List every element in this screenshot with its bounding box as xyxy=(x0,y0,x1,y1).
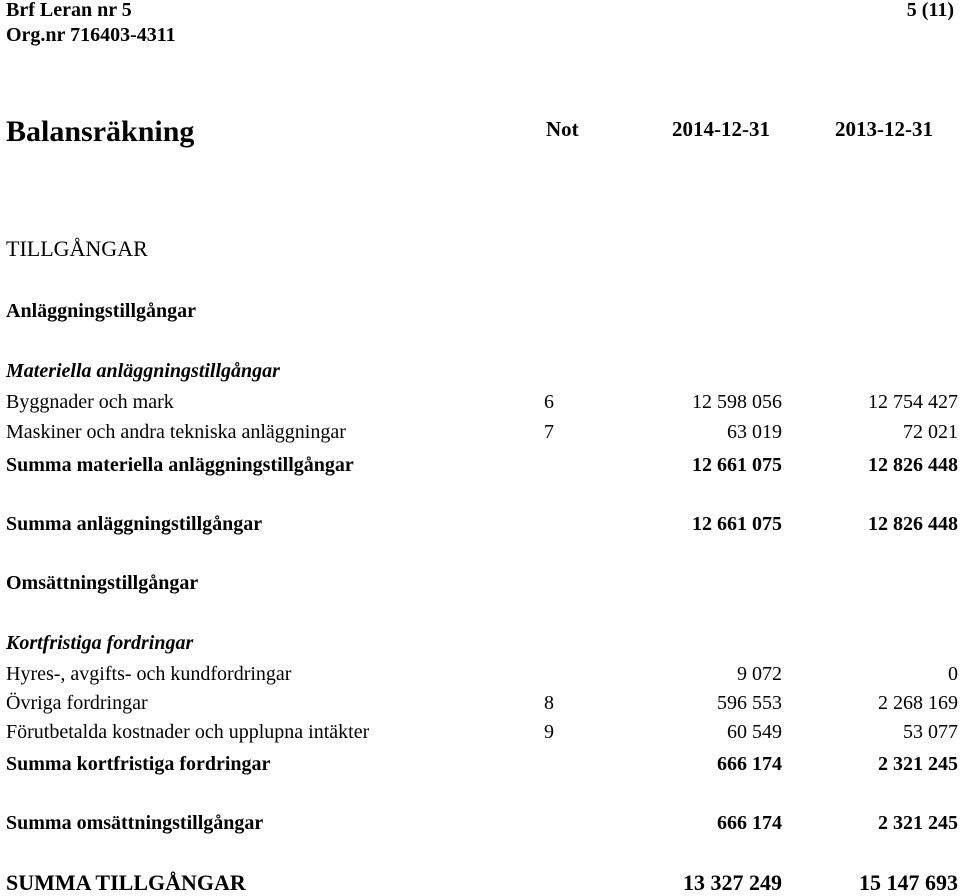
row-value-2013: 15 147 693 xyxy=(859,870,958,895)
row-prepaid xyxy=(0,719,960,745)
row-label: Summa kortfristiga fordringar xyxy=(6,753,271,775)
org-number: Org.nr 716403-4311 xyxy=(6,24,176,46)
row-value-2014: 666 174 xyxy=(717,812,782,834)
row-value-2014: 12 598 056 xyxy=(692,391,782,413)
row-note: 9 xyxy=(544,721,554,743)
row-machinery xyxy=(0,419,960,445)
row-value-2013: 72 021 xyxy=(903,421,958,443)
row-value-2013: 12 754 427 xyxy=(868,391,958,413)
row-note: 7 xyxy=(544,421,554,443)
fixed-assets-heading: Anläggningstillgångar xyxy=(6,300,197,322)
page-title: Balansräkning xyxy=(6,115,195,148)
row-sum-fixed xyxy=(0,511,960,537)
column-header-2014: 2014-12-31 xyxy=(672,117,770,141)
current-assets-heading: Omsättningstillgångar xyxy=(6,572,199,594)
page-header-left xyxy=(6,0,176,48)
row-value-2014: 12 661 075 xyxy=(692,454,782,476)
row-value-2014: 596 553 xyxy=(717,692,782,714)
row-total-assets xyxy=(0,870,960,896)
row-value-2014: 60 549 xyxy=(727,721,782,743)
row-buildings xyxy=(0,389,960,415)
row-note: 8 xyxy=(544,692,554,714)
row-value-2013: 2 321 245 xyxy=(878,812,958,834)
org-name: Brf Leran nr 5 xyxy=(6,0,132,21)
row-value-2014: 63 019 xyxy=(727,421,782,443)
row-value-2014: 12 661 075 xyxy=(692,513,782,535)
row-value-2014: 666 174 xyxy=(717,753,782,775)
row-label: Byggnader och mark xyxy=(6,391,174,413)
row-label: Summa omsättningstillgångar xyxy=(6,812,264,834)
receivables-heading: Kortfristiga fordringar xyxy=(6,632,194,654)
row-value-2013: 12 826 448 xyxy=(868,454,958,476)
row-value-2013: 2 268 169 xyxy=(878,692,958,714)
row-label: Förutbetalda kostnader och upplupna intäkter xyxy=(6,721,370,743)
row-value-2014: 13 327 249 xyxy=(683,870,782,895)
row-label: Övriga fordringar xyxy=(6,692,148,714)
row-label: Summa anläggningstillgångar xyxy=(6,513,263,535)
row-label: Maskiner och andra tekniska anläggningar xyxy=(6,421,346,443)
assets-heading: TILLGÅNGAR xyxy=(6,236,148,261)
column-header-note: Not xyxy=(546,117,579,141)
column-header-2013: 2013-12-31 xyxy=(835,117,933,141)
row-label: Hyres-, avgifts- och kundfordringar xyxy=(6,663,292,685)
row-value-2013: 2 321 245 xyxy=(878,753,958,775)
tangible-assets-heading: Materiella anläggningstillgångar xyxy=(6,360,280,382)
row-value-2013: 0 xyxy=(948,663,958,685)
row-label: SUMMA TILLGÅNGAR xyxy=(6,870,246,895)
row-value-2013: 53 077 xyxy=(903,721,958,743)
row-sum-current xyxy=(0,810,960,836)
row-label: Summa materiella anläggningstillgångar xyxy=(6,454,354,476)
row-value-2014: 9 072 xyxy=(737,663,782,685)
row-value-2013: 12 826 448 xyxy=(868,513,958,535)
row-other-receivables xyxy=(0,690,960,716)
row-sum-tangible xyxy=(0,452,960,478)
page-number: 5 (11) xyxy=(906,0,954,21)
row-note: 6 xyxy=(544,391,554,413)
row-rent-receivables xyxy=(0,661,960,687)
row-sum-receivables xyxy=(0,751,960,777)
